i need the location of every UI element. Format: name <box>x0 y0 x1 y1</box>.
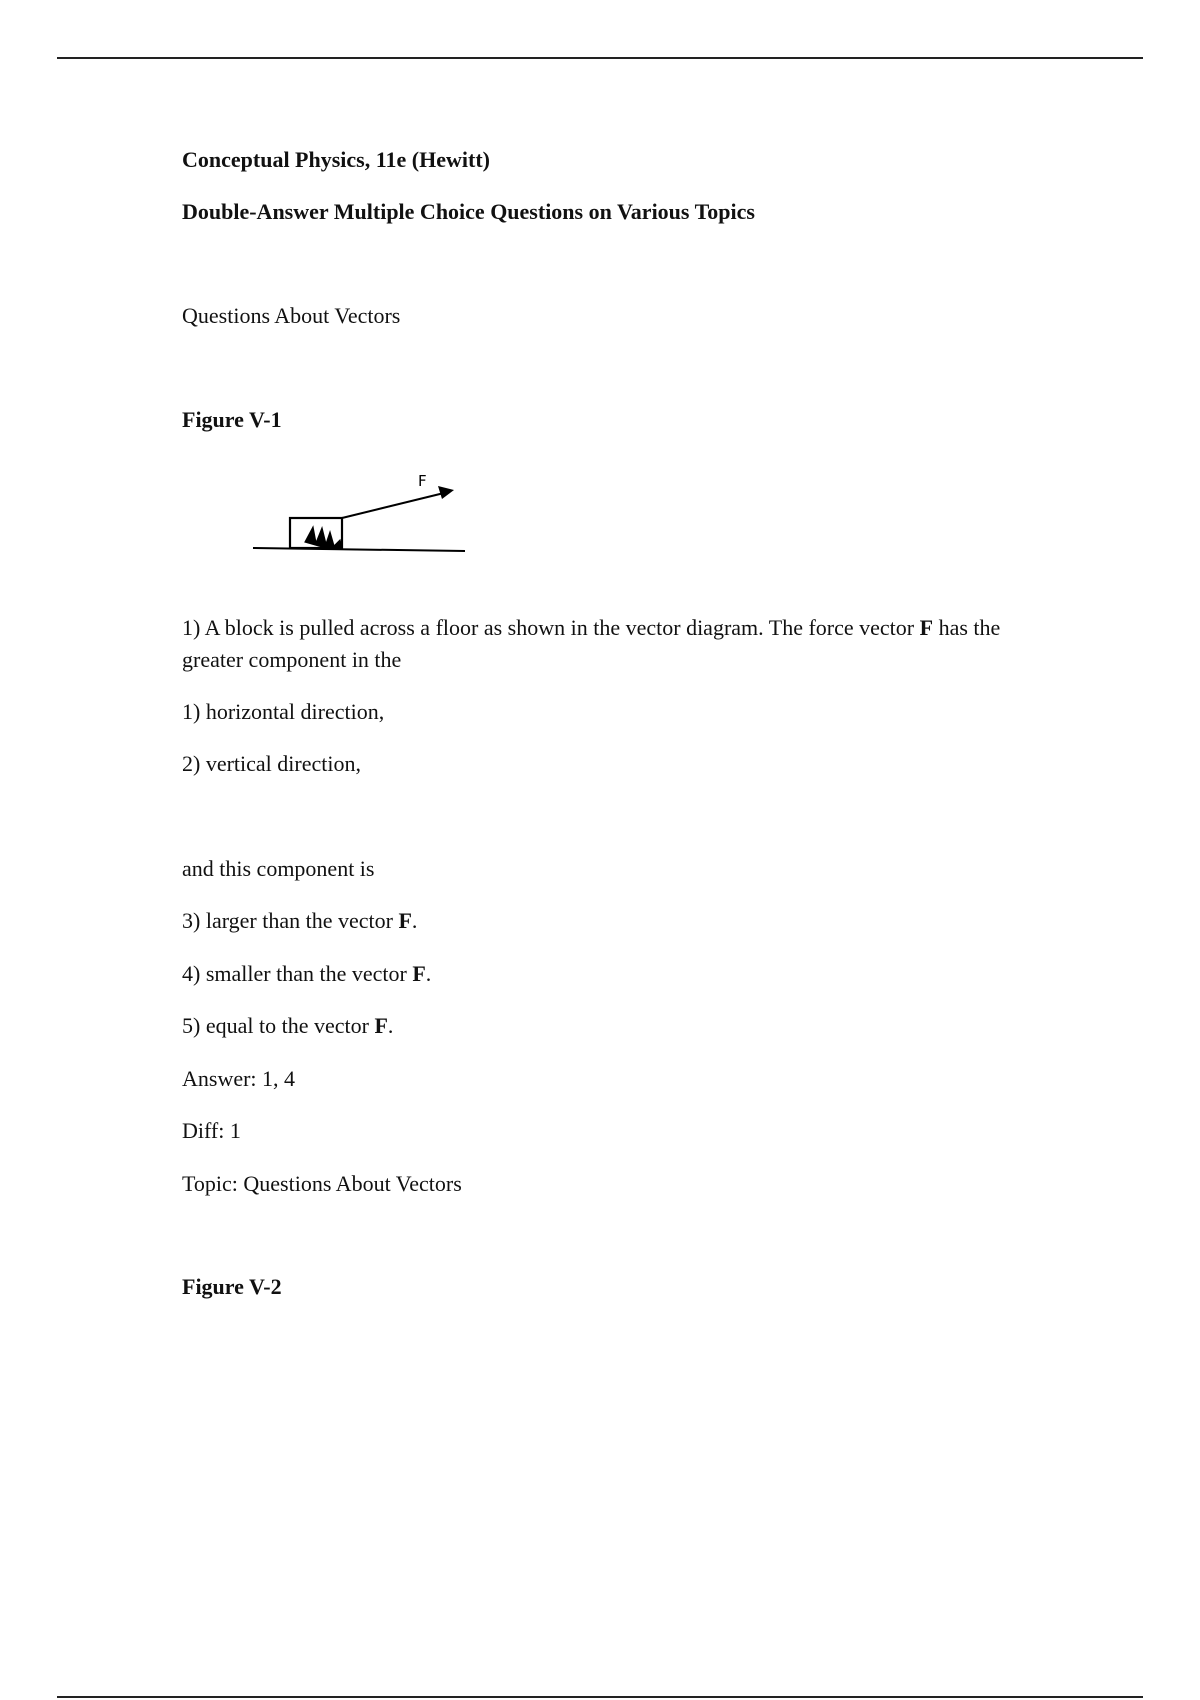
section-title: Questions About Vectors <box>182 303 401 328</box>
difficulty: Diff: 1 <box>182 1118 241 1143</box>
question-stem: 1) A block is pulled across a floor as shown in the vector diagram. The force vector F has the greater component in the <box>182 615 1001 672</box>
figure-v2-caption: Figure V-2 <box>182 1274 282 1299</box>
bottom-rule <box>57 1696 1143 1698</box>
book-title: Conceptual Physics, 11e (Hewitt) <box>182 147 490 172</box>
force-arrowhead <box>438 486 454 499</box>
block-hatching <box>305 527 342 548</box>
force-label: F <box>418 472 427 490</box>
option-1: 1) horizontal direction, <box>182 699 385 724</box>
option-5: 5) equal to the vector F. <box>182 1013 394 1038</box>
force-vector <box>342 493 444 518</box>
figure-v1-diagram <box>250 470 470 565</box>
prompt-b: and this component is <box>182 856 375 881</box>
topic: Topic: Questions About Vectors <box>182 1171 462 1196</box>
top-rule <box>57 57 1143 59</box>
answer: Answer: 1, 4 <box>182 1066 296 1091</box>
option-2: 2) vertical direction, <box>182 751 361 776</box>
floor-line <box>253 548 465 551</box>
figure-v1-caption: Figure V-1 <box>182 407 282 432</box>
chapter-title: Double-Answer Multiple Choice Questions on Various Topics <box>182 199 755 224</box>
option-3: 3) larger than the vector F. <box>182 908 418 933</box>
option-4: 4) smaller than the vector F. <box>182 961 432 986</box>
